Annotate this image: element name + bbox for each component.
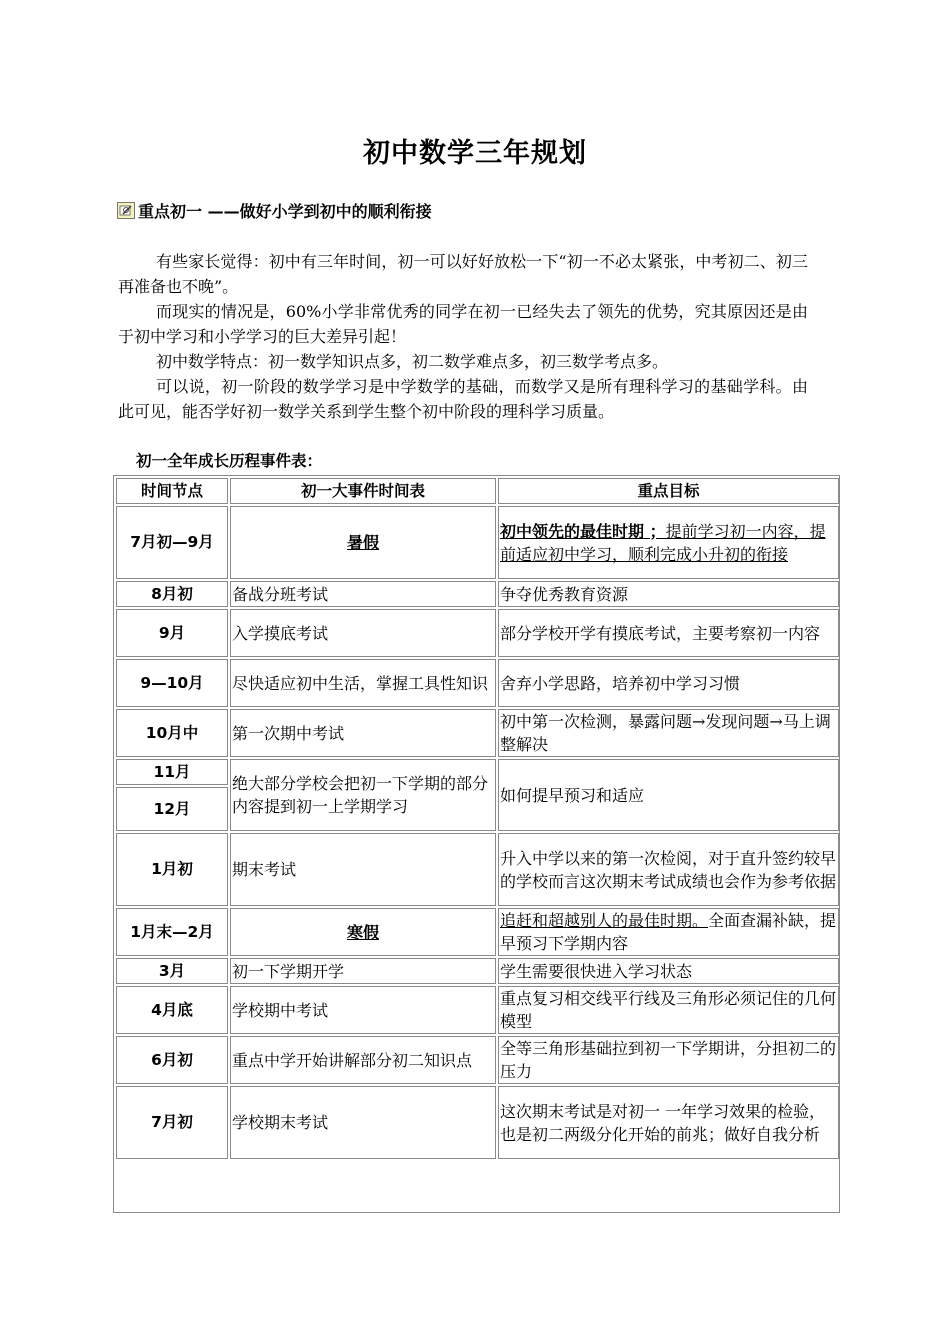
paragraph: 而现实的情况是，60%小学非常优秀的同学在初一已经失去了领先的优势，究其原因还是由于初中学习和小学学习的巨大差异引起！ (118, 302, 808, 346)
goal-highlight: 追赶和超越别人的最佳时期。 (500, 911, 709, 930)
intro-paragraphs (118, 249, 808, 424)
table-row (116, 581, 839, 607)
event: 入学摸底考试 (230, 609, 496, 657)
time-node: 1月末—2月 (116, 908, 228, 956)
event: 第一次期中考试 (230, 709, 496, 757)
table-row (116, 1086, 839, 1159)
pencil-note-icon (117, 202, 135, 219)
event: 寒假 (230, 908, 496, 956)
time-node: 9月 (116, 609, 228, 657)
goal: 初中第一次检测，暴露问题→发现问题→马上调整解决 (498, 709, 839, 757)
table-header-row (116, 478, 839, 504)
table-row (116, 659, 839, 707)
goal: 升入中学以来的第一次检阅，对于直升签约较早的学校而言这次期末考试成绩也会作为参考依据 (498, 833, 839, 906)
events-table (114, 476, 841, 1161)
time-node: 4月底 (116, 986, 228, 1034)
event: 学校期末考试 (230, 1086, 496, 1159)
event: 学校期中考试 (230, 986, 496, 1034)
goal-text: 全面查漏补缺，提早预习下学期内容 (500, 911, 837, 953)
event: 初一下学期开学 (230, 958, 496, 984)
goal: 如何提早预习和适应 (498, 759, 839, 831)
section-heading (117, 199, 432, 222)
time-node: 12月 (116, 787, 228, 831)
event: 绝大部分学校会把初一下学期的部分内容提到初一上学期学习 (230, 759, 496, 831)
table-row (116, 709, 839, 757)
table-row (116, 759, 839, 785)
goal: 争夺优秀教育资源 (498, 581, 839, 607)
time-node: 6月初 (116, 1036, 228, 1084)
goal: 重点复习相交线平行线及三角形必须记住的几何模型 (498, 986, 839, 1034)
table-row (116, 609, 839, 657)
time-node: 8月初 (116, 581, 228, 607)
goal: 全等三角形基础拉到初一下学期讲，分担初二的压力 (498, 1036, 839, 1084)
paragraph: 初中数学特点：初一数学知识点多，初二数学难点多，初三数学考点多。 (156, 352, 669, 371)
table-row (116, 833, 839, 906)
events-table-frame (113, 475, 840, 1213)
table-row (116, 908, 839, 956)
event: 暑假 (230, 506, 496, 579)
goal: 这次期末考试是对初一 一年学习效果的检验，也是初二两级分化开始的前兆；做好自我分析 (498, 1086, 839, 1159)
goal: 部分学校开学有摸底考试，主要考察初一内容 (498, 609, 839, 657)
table-row (116, 1036, 839, 1084)
goal (498, 506, 839, 579)
table-caption: 初一全年成长历程事件表： (136, 452, 323, 470)
goal: 舍弃小学思路，培养初中学习习惯 (498, 659, 839, 707)
section-heading-text: 重点初一 ——做好小学到初中的顺利衔接 (138, 202, 432, 221)
header-goals: 重点目标 (498, 478, 839, 504)
goal (498, 908, 839, 956)
time-node: 9—10月 (116, 659, 228, 707)
event: 尽快适应初中生活，掌握工具性知识 (230, 659, 496, 707)
table-row (116, 506, 839, 579)
table-row (116, 958, 839, 984)
goal-text: 提前学习初一内容，提前适应初中学习，顺利完成小升初的衔接 (500, 521, 826, 564)
time-node: 7月初—9月 (116, 506, 228, 579)
paragraph: 有些家长觉得：初中有三年时间，初一可以好好放松一下“初一不必太紧张，中考初二、初三再准备也不晚”。 (118, 252, 808, 296)
event: 备战分班考试 (230, 581, 496, 607)
time-node: 10月中 (116, 709, 228, 757)
event: 重点中学开始讲解部分初二知识点 (230, 1036, 496, 1084)
header-events: 初一大事件时间表 (230, 478, 496, 504)
table-row (116, 986, 839, 1034)
goal: 学生需要很快进入学习状态 (498, 958, 839, 984)
time-node: 7月初 (116, 1086, 228, 1159)
paragraph: 可以说，初一阶段的数学学习是中学数学的基础，而数学又是所有理科学习的基础学科。由此可见，能否学好初一数学关系到学生整个初中阶段的理科学习质量。 (118, 377, 808, 421)
time-node: 11月 (116, 759, 228, 785)
page-title: 初中数学三年规划 (363, 138, 587, 169)
time-node: 3月 (116, 958, 228, 984)
goal-highlight: 初中领先的最佳时期 ； (500, 521, 666, 541)
event: 期末考试 (230, 833, 496, 906)
header-time-node: 时间节点 (116, 478, 228, 504)
time-node: 1月初 (116, 833, 228, 906)
